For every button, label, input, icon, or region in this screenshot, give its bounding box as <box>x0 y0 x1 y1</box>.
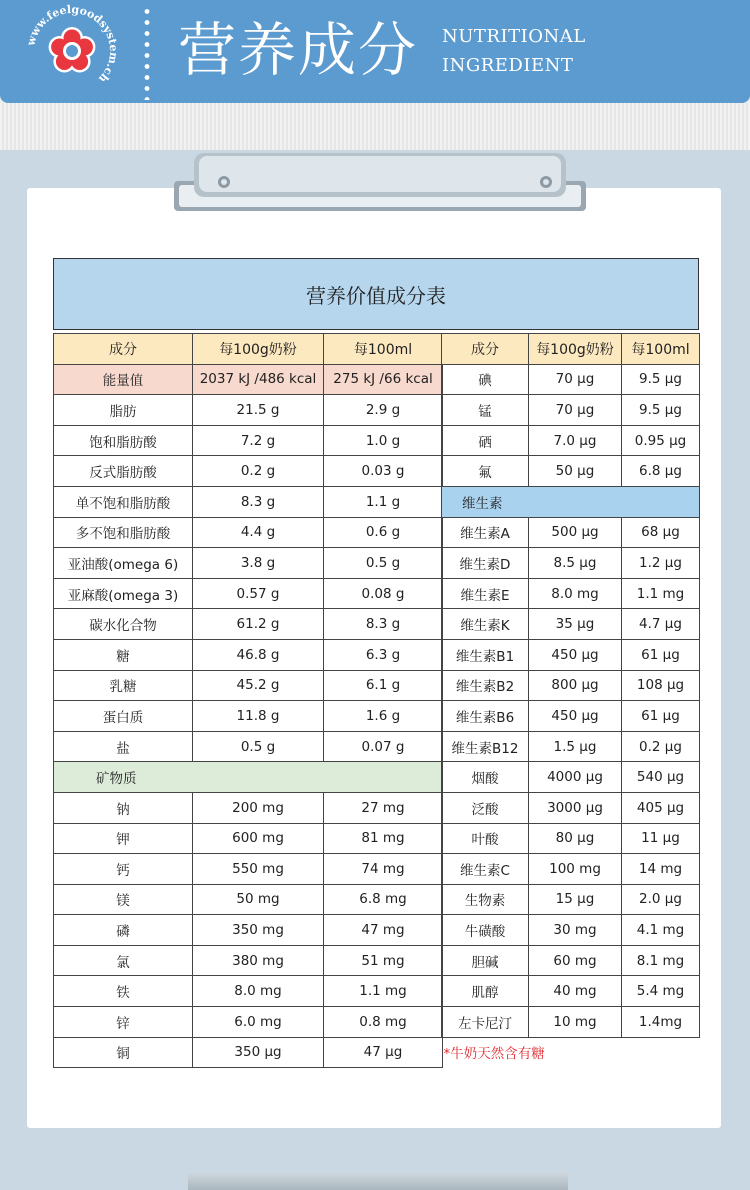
value-per-100g: 21.5 g <box>193 395 324 426</box>
minerals-section-row <box>54 762 443 793</box>
value-per-100g: 600 mg <box>193 823 324 854</box>
nutrient-name: 脂肪 <box>54 395 193 426</box>
value-per-100g: 35 μg <box>529 609 622 640</box>
table-header-row <box>54 334 443 365</box>
table-row <box>442 609 700 640</box>
value-per-100ml: 6.8 μg <box>622 456 700 487</box>
value-per-100g: 450 μg <box>529 639 622 670</box>
table-row <box>54 456 443 487</box>
value-per-100g: 550 mg <box>193 854 324 885</box>
value-per-100g: 0.5 g <box>193 731 324 762</box>
nutrient-name: 生物素 <box>442 884 529 915</box>
nutrient-name: 左卡尼汀 <box>442 1007 529 1038</box>
nutrient-name: 碳水化合物 <box>54 609 193 640</box>
table-row <box>54 731 443 762</box>
column-header: 每100ml <box>622 334 700 365</box>
table-row <box>442 639 700 670</box>
table-row <box>442 823 700 854</box>
nutrient-name: 氟 <box>442 456 529 487</box>
left-table <box>53 333 443 1068</box>
value-per-100ml: 405 μg <box>622 792 700 823</box>
table-row <box>54 395 443 426</box>
value-per-100ml: 74 mg <box>324 854 443 885</box>
table-row <box>442 395 700 426</box>
value-per-100g: 7.0 μg <box>529 425 622 456</box>
vitamins-section-label: 维生素 <box>442 486 700 517</box>
value-per-100g: 350 mg <box>193 915 324 946</box>
value-per-100ml: 0.95 μg <box>622 425 700 456</box>
value-per-100ml: 61 μg <box>622 701 700 732</box>
vitamins-section-row <box>442 486 700 517</box>
nutrient-name: 肌醇 <box>442 976 529 1007</box>
value-per-100ml: 4.1 mg <box>622 915 700 946</box>
value-per-100ml: 0.5 g <box>324 548 443 579</box>
nutrition-table <box>53 258 699 1063</box>
nutrient-name: 维生素D <box>442 548 529 579</box>
footnote-text: *牛奶天然含有糖 <box>443 1046 545 1063</box>
value-per-100g: 10 mg <box>529 1007 622 1038</box>
nutrient-name: 碘 <box>442 364 529 395</box>
nutrient-name: 单不饱和脂肪酸 <box>54 486 193 517</box>
table-row <box>442 548 700 579</box>
value-per-100g: 450 μg <box>529 701 622 732</box>
nutrient-name: 维生素B12 <box>442 731 529 762</box>
nutrient-name: 氯 <box>54 945 193 976</box>
nutrient-name: 胆碱 <box>442 945 529 976</box>
table-row <box>442 517 700 548</box>
value-per-100ml: 61 μg <box>622 639 700 670</box>
value-per-100ml: 11 μg <box>622 823 700 854</box>
minerals-section-label: 矿物质 <box>54 762 443 793</box>
value-per-100g: 6.0 mg <box>193 1007 324 1038</box>
nutrient-name: 维生素B2 <box>442 670 529 701</box>
value-per-100g: 1.5 μg <box>529 731 622 762</box>
nutrient-name: 锰 <box>442 395 529 426</box>
value-per-100g: 4.4 g <box>193 517 324 548</box>
value-per-100g: 60 mg <box>529 945 622 976</box>
value-per-100g: 45.2 g <box>193 670 324 701</box>
logo-ring-text: www.feelgoodsystem.ch <box>24 4 121 86</box>
nutrient-name: 镁 <box>54 884 193 915</box>
nutrient-name: 铜 <box>54 1037 193 1068</box>
table-row <box>442 425 700 456</box>
value-per-100ml: 81 mg <box>324 823 443 854</box>
table-row <box>442 884 700 915</box>
value-per-100ml: 9.5 μg <box>622 395 700 426</box>
value-per-100g: 40 mg <box>529 976 622 1007</box>
flower-icon <box>49 27 96 73</box>
value-per-100ml: 6.3 g <box>324 639 443 670</box>
nutrient-name: 铁 <box>54 976 193 1007</box>
value-per-100g: 7.2 g <box>193 425 324 456</box>
right-table <box>441 333 700 1067</box>
table-title: 营养价值成分表 <box>53 258 699 330</box>
nutrient-name: 反式脂肪酸 <box>54 456 193 487</box>
value-per-100ml: 1.1 mg <box>324 976 443 1007</box>
value-per-100g: 50 μg <box>529 456 622 487</box>
clipboard-clip <box>174 153 586 215</box>
column-header: 每100ml <box>324 334 443 365</box>
table-row <box>442 945 700 976</box>
value-per-100ml: 0.2 μg <box>622 731 700 762</box>
page-header <box>0 0 750 103</box>
table-row <box>442 578 700 609</box>
nutrient-name: 能量值 <box>54 364 193 395</box>
page-subtitle <box>442 22 586 80</box>
table-row <box>442 976 700 1007</box>
table-row <box>442 1007 700 1038</box>
value-per-100g: 70 μg <box>529 364 622 395</box>
clipboard-bottom-clip <box>188 1172 568 1190</box>
nutrient-name: 维生素E <box>442 578 529 609</box>
table-row <box>54 854 443 885</box>
value-per-100ml: 540 μg <box>622 762 700 793</box>
value-per-100ml: 2.0 μg <box>622 884 700 915</box>
value-per-100g: 2037 kJ /486 kcal <box>193 364 324 395</box>
nutrient-name: 牛磺酸 <box>442 915 529 946</box>
value-per-100g: 80 μg <box>529 823 622 854</box>
nutrient-name: 磷 <box>54 915 193 946</box>
nutrient-name: 烟酸 <box>442 762 529 793</box>
value-per-100g: 8.0 mg <box>529 578 622 609</box>
value-per-100g: 100 mg <box>529 854 622 885</box>
table-row <box>54 884 443 915</box>
nutrient-name: 硒 <box>442 425 529 456</box>
table-row <box>442 854 700 885</box>
value-per-100ml: 0.07 g <box>324 731 443 762</box>
value-per-100ml: 0.6 g <box>324 517 443 548</box>
table-row <box>442 456 700 487</box>
table-row <box>442 731 700 762</box>
value-per-100ml: 1.2 μg <box>622 548 700 579</box>
value-per-100ml: 0.03 g <box>324 456 443 487</box>
nutrient-name: 盐 <box>54 731 193 762</box>
nutrient-name: 维生素A <box>442 517 529 548</box>
table-row <box>54 364 443 395</box>
nutrient-name: 泛酸 <box>442 792 529 823</box>
value-per-100g: 70 μg <box>529 395 622 426</box>
nutrient-name: 维生素C <box>442 854 529 885</box>
table-row <box>442 701 700 732</box>
nutrient-name: 维生素K <box>442 609 529 640</box>
value-per-100g: 0.2 g <box>193 456 324 487</box>
nutrient-name: 叶酸 <box>442 823 529 854</box>
value-per-100ml: 1.1 g <box>324 486 443 517</box>
value-per-100ml: 108 μg <box>622 670 700 701</box>
nutrient-name: 饱和脂肪酸 <box>54 425 193 456</box>
subtitle-line-1: NUTRITIONAL <box>442 26 586 47</box>
value-per-100g: 3000 μg <box>529 792 622 823</box>
page-title: 营养成分 <box>178 16 419 84</box>
value-per-100g: 15 μg <box>529 884 622 915</box>
dotted-divider <box>144 6 150 100</box>
table-row <box>54 945 443 976</box>
table-header-row <box>442 334 700 365</box>
nutrient-name: 亚油酸(omega 6) <box>54 548 193 579</box>
value-per-100ml: 8.1 mg <box>622 945 700 976</box>
value-per-100ml: 275 kJ /66 kcal <box>324 364 443 395</box>
value-per-100ml: 14 mg <box>622 854 700 885</box>
subtitle-line-2: INGREDIENT <box>442 55 574 76</box>
nutrient-name: 维生素B1 <box>442 639 529 670</box>
brand-logo <box>22 4 122 99</box>
value-per-100ml: 27 mg <box>324 792 443 823</box>
table-row <box>54 425 443 456</box>
value-per-100ml: 9.5 μg <box>622 364 700 395</box>
value-per-100g: 200 mg <box>193 792 324 823</box>
table-row <box>54 976 443 1007</box>
value-per-100g: 50 mg <box>193 884 324 915</box>
value-per-100ml: 0.8 mg <box>324 1007 443 1038</box>
value-per-100ml: 1.1 mg <box>622 578 700 609</box>
value-per-100ml: 4.7 μg <box>622 609 700 640</box>
value-per-100ml: 0.08 g <box>324 578 443 609</box>
column-header: 每100g奶粉 <box>193 334 324 365</box>
nutrient-name: 钾 <box>54 823 193 854</box>
table-row <box>442 762 700 793</box>
value-per-100ml: 47 mg <box>324 915 443 946</box>
nutrient-name: 蛋白质 <box>54 701 193 732</box>
table-row <box>54 639 443 670</box>
value-per-100g: 380 mg <box>193 945 324 976</box>
value-per-100ml: 6.1 g <box>324 670 443 701</box>
column-header: 成分 <box>54 334 193 365</box>
table-row <box>54 1037 443 1068</box>
table-row <box>442 915 700 946</box>
value-per-100g: 11.8 g <box>193 701 324 732</box>
nutrient-name: 锌 <box>54 1007 193 1038</box>
table-row <box>442 670 700 701</box>
value-per-100ml: 5.4 mg <box>622 976 700 1007</box>
value-per-100g: 800 μg <box>529 670 622 701</box>
value-per-100ml: 1.0 g <box>324 425 443 456</box>
table-row <box>442 792 700 823</box>
value-per-100g: 3.8 g <box>193 548 324 579</box>
value-per-100ml: 2.9 g <box>324 395 443 426</box>
table-row <box>54 517 443 548</box>
table-row <box>54 701 443 732</box>
value-per-100ml: 1.4mg <box>622 1007 700 1038</box>
nutrient-name: 钙 <box>54 854 193 885</box>
nutrient-name: 钠 <box>54 792 193 823</box>
table-row <box>54 823 443 854</box>
value-per-100ml: 68 μg <box>622 517 700 548</box>
table-row <box>442 364 700 395</box>
table-row <box>54 915 443 946</box>
value-per-100g: 61.2 g <box>193 609 324 640</box>
value-per-100g: 8.0 mg <box>193 976 324 1007</box>
value-per-100ml: 1.6 g <box>324 701 443 732</box>
table-row <box>54 486 443 517</box>
column-header: 成分 <box>442 334 529 365</box>
nutrient-name: 维生素B6 <box>442 701 529 732</box>
value-per-100g: 8.5 μg <box>529 548 622 579</box>
nutrient-name: 亚麻酸(omega 3) <box>54 578 193 609</box>
value-per-100g: 500 μg <box>529 517 622 548</box>
nutrient-name: 糖 <box>54 639 193 670</box>
column-header: 每100g奶粉 <box>529 334 622 365</box>
table-row <box>54 670 443 701</box>
value-per-100ml: 51 mg <box>324 945 443 976</box>
footnote-row <box>442 1037 700 1067</box>
value-per-100ml: 8.3 g <box>324 609 443 640</box>
nutrient-name: 多不饱和脂肪酸 <box>54 517 193 548</box>
value-per-100ml: 47 μg <box>324 1037 443 1068</box>
table-row <box>54 1007 443 1038</box>
table-row <box>54 609 443 640</box>
value-per-100g: 4000 μg <box>529 762 622 793</box>
table-row <box>54 792 443 823</box>
value-per-100g: 8.3 g <box>193 486 324 517</box>
table-row <box>54 548 443 579</box>
striped-band <box>0 103 750 153</box>
table-row <box>54 578 443 609</box>
nutrient-name: 乳糖 <box>54 670 193 701</box>
value-per-100g: 30 mg <box>529 915 622 946</box>
value-per-100ml: 6.8 mg <box>324 884 443 915</box>
value-per-100g: 46.8 g <box>193 639 324 670</box>
value-per-100g: 0.57 g <box>193 578 324 609</box>
value-per-100g: 350 μg <box>193 1037 324 1068</box>
